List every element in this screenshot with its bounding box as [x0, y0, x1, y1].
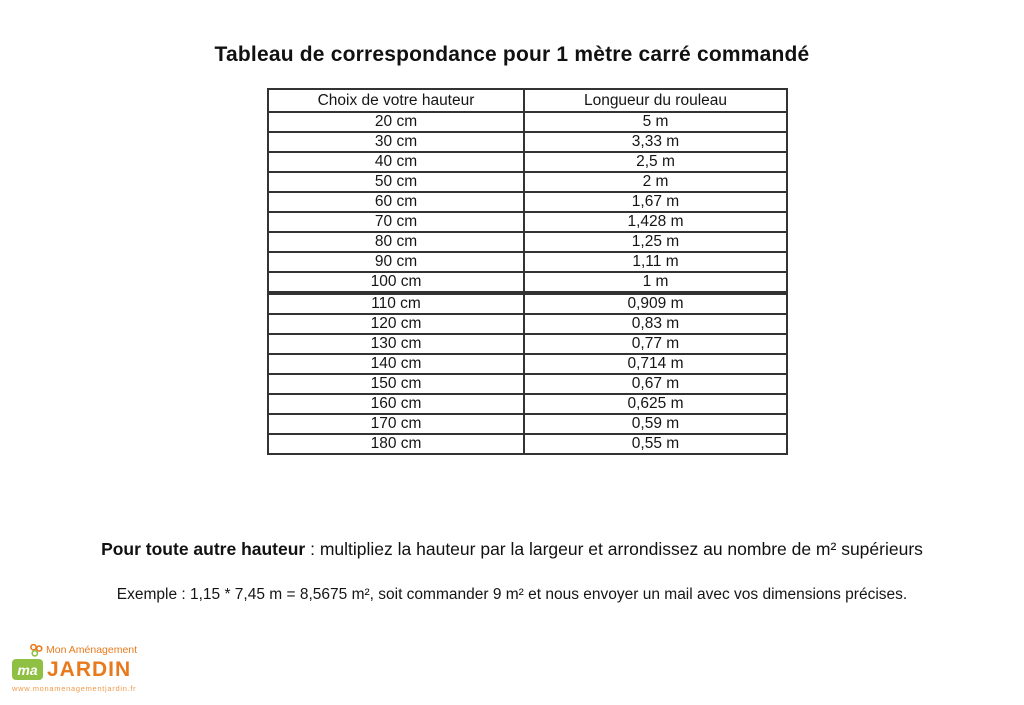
- table-cell-hauteur: 20 cm: [268, 112, 524, 132]
- logo-name: JARDIN: [47, 658, 132, 681]
- table-cell-hauteur: 80 cm: [268, 232, 524, 252]
- table-cell-longueur: 2 m: [524, 172, 787, 192]
- table-cell-longueur: 3,33 m: [524, 132, 787, 152]
- table-cell-longueur: 1,11 m: [524, 252, 787, 272]
- table-row: [268, 232, 787, 252]
- table-cell-hauteur: 180 cm: [268, 434, 524, 454]
- table-cell-longueur: 1,67 m: [524, 192, 787, 212]
- table-header-row: [268, 89, 787, 112]
- table-row: [268, 414, 787, 434]
- table-row: [268, 112, 787, 132]
- logo: [12, 643, 162, 693]
- table-row: [268, 252, 787, 272]
- table-cell-longueur: 1,25 m: [524, 232, 787, 252]
- table-row: [268, 293, 787, 314]
- table-cell-longueur: 0,59 m: [524, 414, 787, 434]
- table-cell-longueur: 2,5 m: [524, 152, 787, 172]
- table-row: [268, 434, 787, 454]
- table-cell-hauteur: 170 cm: [268, 414, 524, 434]
- table-row: [268, 272, 787, 293]
- table-row: [268, 172, 787, 192]
- table-cell-hauteur: 90 cm: [268, 252, 524, 272]
- table-cell-longueur: 5 m: [524, 112, 787, 132]
- logo-url: www.monamenagementjardin.fr: [12, 684, 137, 693]
- table-cell-hauteur: 40 cm: [268, 152, 524, 172]
- note-text: [0, 539, 1024, 560]
- table-cell-longueur: 0,67 m: [524, 374, 787, 394]
- table-cell-hauteur: 140 cm: [268, 354, 524, 374]
- example-text: Exemple : 1,15 * 7,45 m = 8,5675 m², soit commander 9 m² et nous envoyer un mail avec vos dimensions précises.: [116, 586, 908, 603]
- table-cell-longueur: 1 m: [524, 272, 787, 293]
- table-cell-hauteur: 30 cm: [268, 132, 524, 152]
- table-cell-hauteur: 150 cm: [268, 374, 524, 394]
- logo-tagline: Mon Aménagement: [46, 644, 138, 656]
- table-row: [268, 132, 787, 152]
- logo-main-row: [12, 659, 162, 680]
- table-head: [268, 89, 787, 112]
- table-cell-longueur: 0,714 m: [524, 354, 787, 374]
- table-row: [268, 374, 787, 394]
- table-cell-hauteur: 160 cm: [268, 394, 524, 414]
- table-row: [268, 192, 787, 212]
- table-cell-longueur: 0,625 m: [524, 394, 787, 414]
- note-rest-part: : multipliez la hauteur par la largeur et arrondissez au nombre de m² supérieurs: [305, 539, 923, 559]
- table-cell-hauteur: 130 cm: [268, 334, 524, 354]
- table-cell-hauteur: 100 cm: [268, 272, 524, 293]
- table-cell-hauteur: 120 cm: [268, 314, 524, 334]
- table-cell-longueur: 0,909 m: [524, 293, 787, 314]
- table-cell-hauteur: 50 cm: [268, 172, 524, 192]
- table-row: [268, 334, 787, 354]
- table-cell-longueur: 0,77 m: [524, 334, 787, 354]
- table-cell-hauteur: 60 cm: [268, 192, 524, 212]
- table-cell-longueur: 0,55 m: [524, 434, 787, 454]
- note-bold-part: Pour toute autre hauteur: [101, 539, 306, 559]
- correspondence-table: [267, 88, 788, 455]
- table-row: [268, 314, 787, 334]
- table-cell-hauteur: 70 cm: [268, 212, 524, 232]
- page-title: Tableau de correspondance pour 1 mètre carré commandé: [214, 43, 810, 66]
- table-body: [268, 112, 787, 454]
- table-cell-longueur: 1,428 m: [524, 212, 787, 232]
- table-row: [268, 152, 787, 172]
- table-cell-longueur: 0,83 m: [524, 314, 787, 334]
- correspondence-table-container: [267, 88, 788, 455]
- table-cell-hauteur: 110 cm: [268, 293, 524, 314]
- logo-top-row: [28, 643, 162, 657]
- table-header-longueur: Longueur du rouleau: [524, 89, 787, 112]
- table-row: [268, 212, 787, 232]
- table-header-hauteur: Choix de votre hauteur: [268, 89, 524, 112]
- clover-icon: [28, 644, 43, 657]
- table-row: [268, 354, 787, 374]
- table-row: [268, 394, 787, 414]
- logo-monogram: ma: [12, 659, 43, 680]
